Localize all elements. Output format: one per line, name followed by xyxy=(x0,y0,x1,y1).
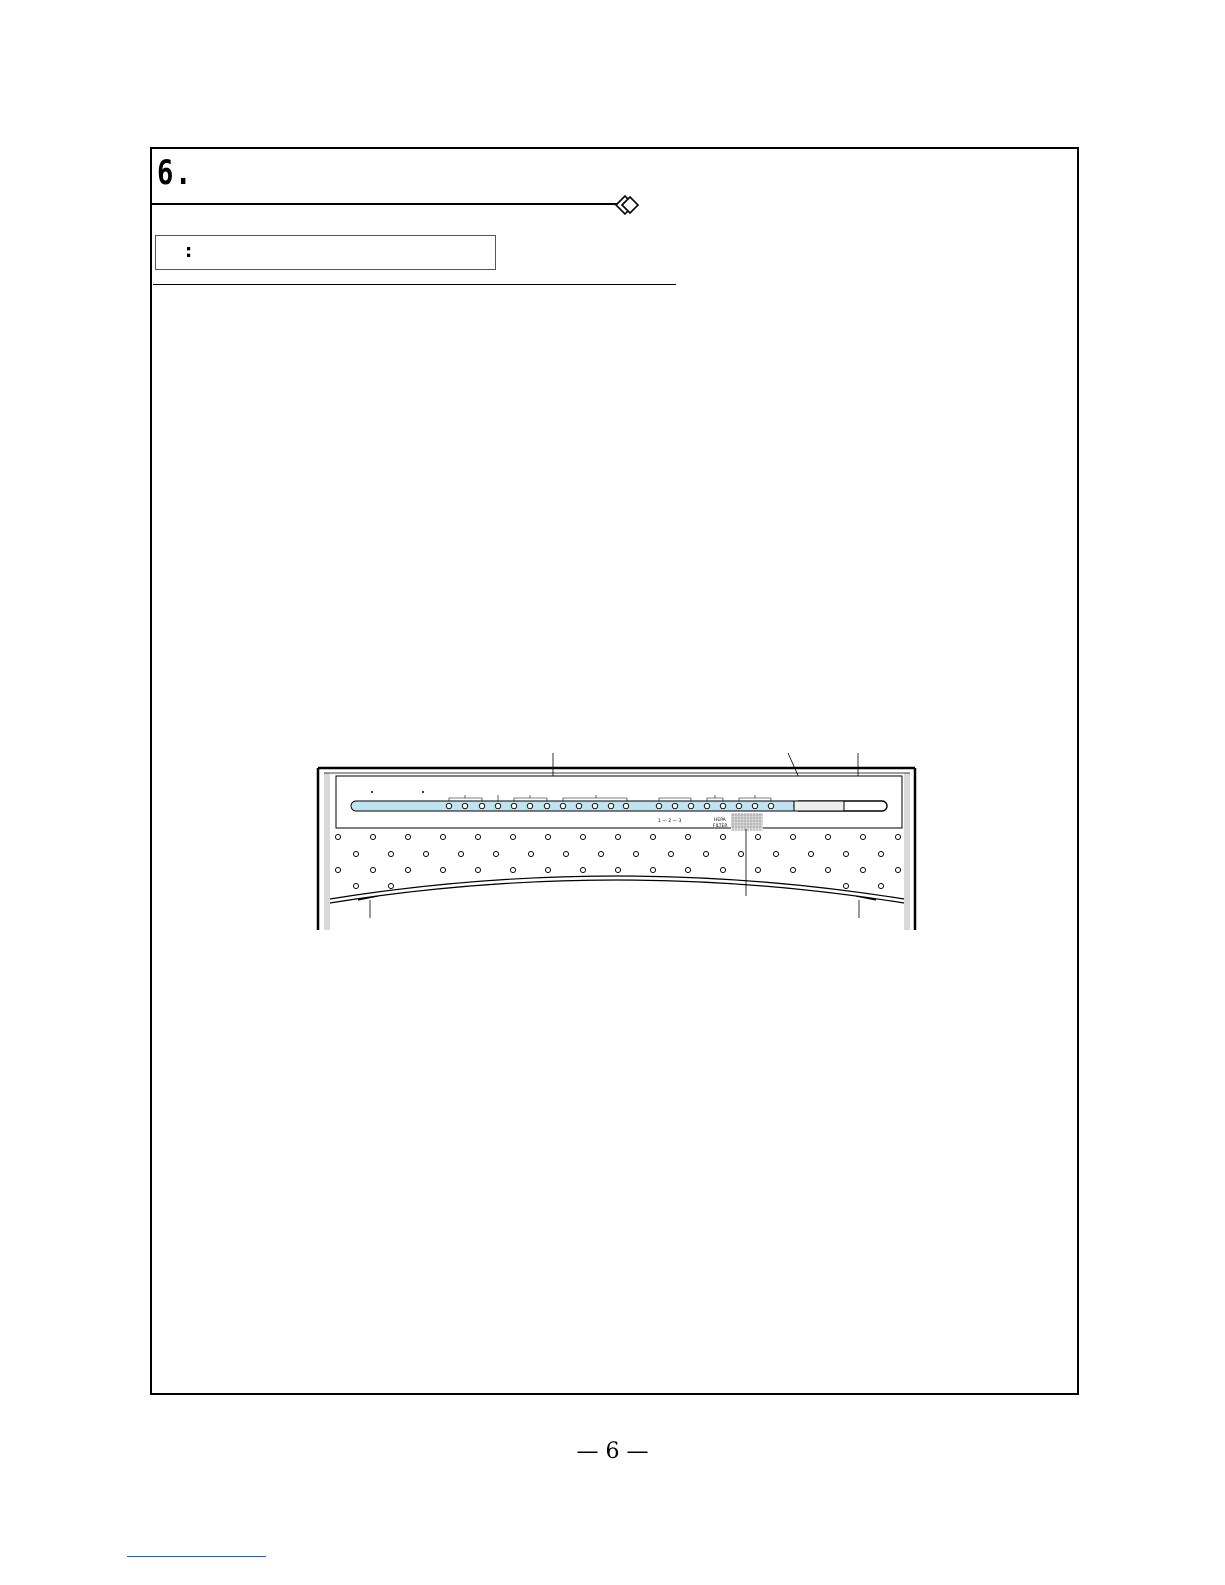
control-panel-figure xyxy=(316,753,918,933)
hepa-label: HEPA xyxy=(714,818,726,823)
footer-link-line xyxy=(127,1556,266,1557)
speaker-grille xyxy=(731,813,763,831)
section-number: 6. xyxy=(157,153,193,193)
page-number: — 6 — xyxy=(576,1439,649,1464)
diamond-ornament-icon xyxy=(608,194,642,216)
speed-marks: 1 — 2 — 3 xyxy=(658,819,682,824)
section-heading-rule xyxy=(152,203,618,205)
subheading-rule xyxy=(153,284,676,285)
subheading-box xyxy=(155,235,496,270)
subheading-label: : xyxy=(185,241,193,262)
filter-label: FILTER xyxy=(713,824,728,829)
